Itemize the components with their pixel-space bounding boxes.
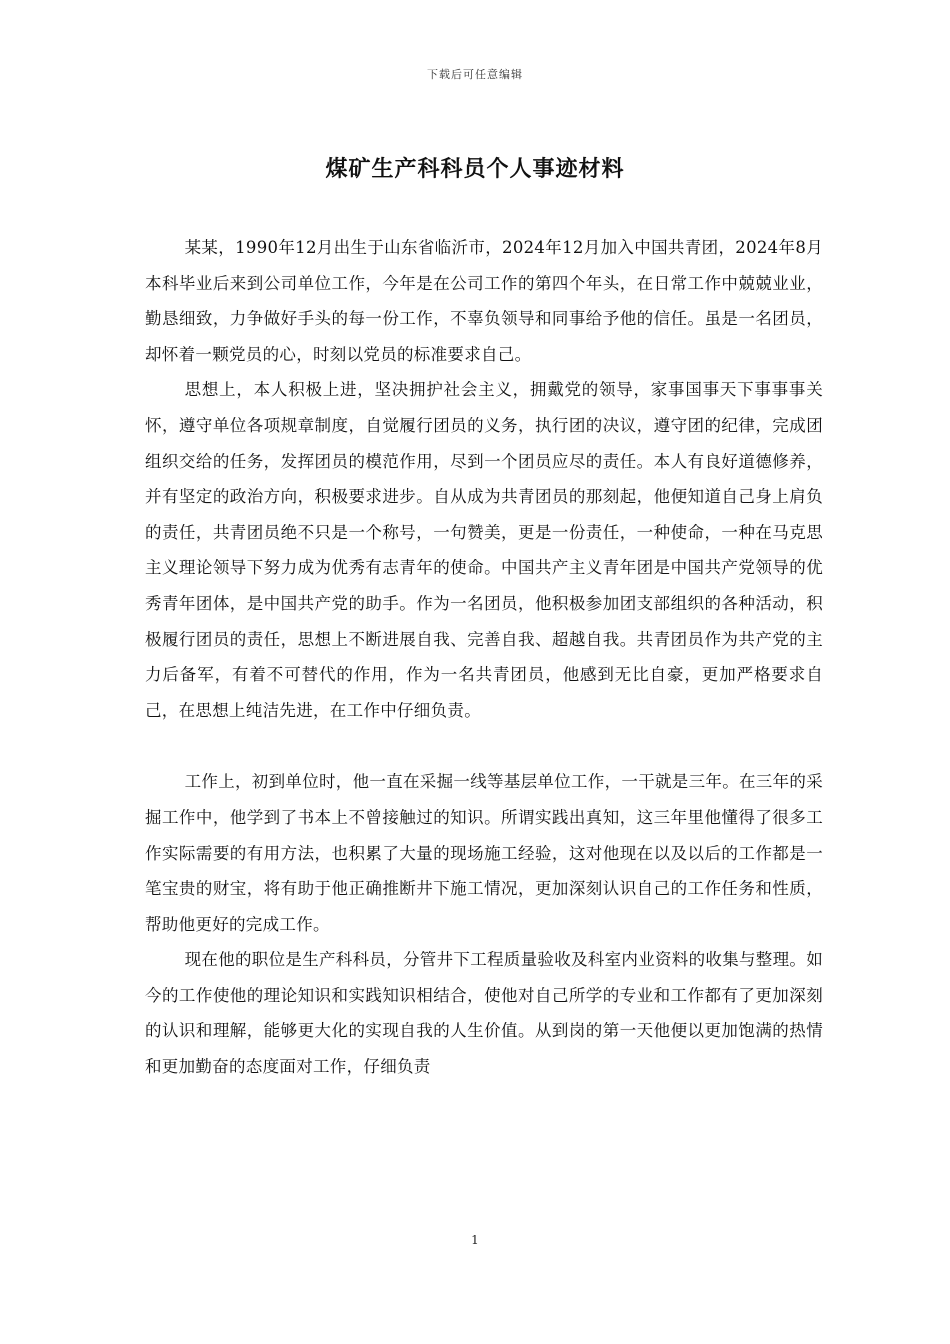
paragraph-ideology: 思想上，本人积极上进，坚决拥护社会主义，拥戴党的领导，家事国事天下事事事关怀，遵守单位各项规章制度，自觉履行团员的义务，执行团的决议，遵守团的纪律，完成团组织交给的任务，发挥团员的模范作用，尽到一个团员应尽的责任。本人有良好道德修养，并有坚定的政治方向，积极要求进步。自从成为共青团员的那刻起，他便知道自己身上肩负的责任，共青团员绝不只是一个称号，一句赞美，更是一份责任，一种使命，一种在马克思主义理论领导下努力成为优秀有志青年的使命。中国共产主义青年团是中国共产党领导的优秀青年团体，是中国共产党的助手。作为一名团员，他积极参加团支部组织的各种活动，积极履行团员的责任，思想上不断进展自我、完善自我、超越自我。共青团员作为共产党的主力后备军，有着不可替代的作用，作为一名共青团员，他感到无比自豪，更加严格要求自己，在思想上纯洁先进，在工作中仔细负责。 (145, 380, 823, 720)
page-number: 1 (471, 1233, 479, 1247)
paragraph-current-position: 现在他的职位是生产科科员，分管井下工程质量验收及科室内业资料的收集与整理。如今的工作使他的理论知识和实践知识相结合，使他对自己所学的专业和工作都有了更加深刻的认识和理解，能够更大化的实现自我的人生价值。从到岗的第一天他便以更加饱满的热情和更加勤奋的态度面对工作，仔细负责 (145, 950, 823, 1077)
header-note: 下载后可任意编辑 (427, 68, 523, 81)
paragraph-intro: 某某，1990年12月出生于山东省临沂市，2024年12月加入中国共青团，2024年8月本科毕业后来到公司单位工作，今年是在公司工作的第四个年头，在日常工作中兢兢业业，勤恳细致，力争做好手头的每一份工作，不辜负领导和同事给予他的信任。虽是一名团员，却怀着一颗党员的心，时刻以党员的标准要求自己。 (145, 238, 823, 364)
document-title: 煤矿生产科科员个人事迹材料 (325, 156, 625, 182)
document-body (145, 230, 823, 1085)
paragraph-work: 工作上，初到单位时，他一直在采掘一线等基层单位工作，一干就是三年。在三年的采掘工作中，他学到了书本上不曾接触过的知识。所谓实践出真知，这三年里他懂得了很多工作实际需要的有用方法，也积累了大量的现场施工经验，这对他现在以及以后的工作都是一笔宝贵的财宝，将有助于他正确推断井下施工情况，更加深刻认识自己的工作任务和性质，帮助他更好的完成工作。 (145, 772, 823, 934)
